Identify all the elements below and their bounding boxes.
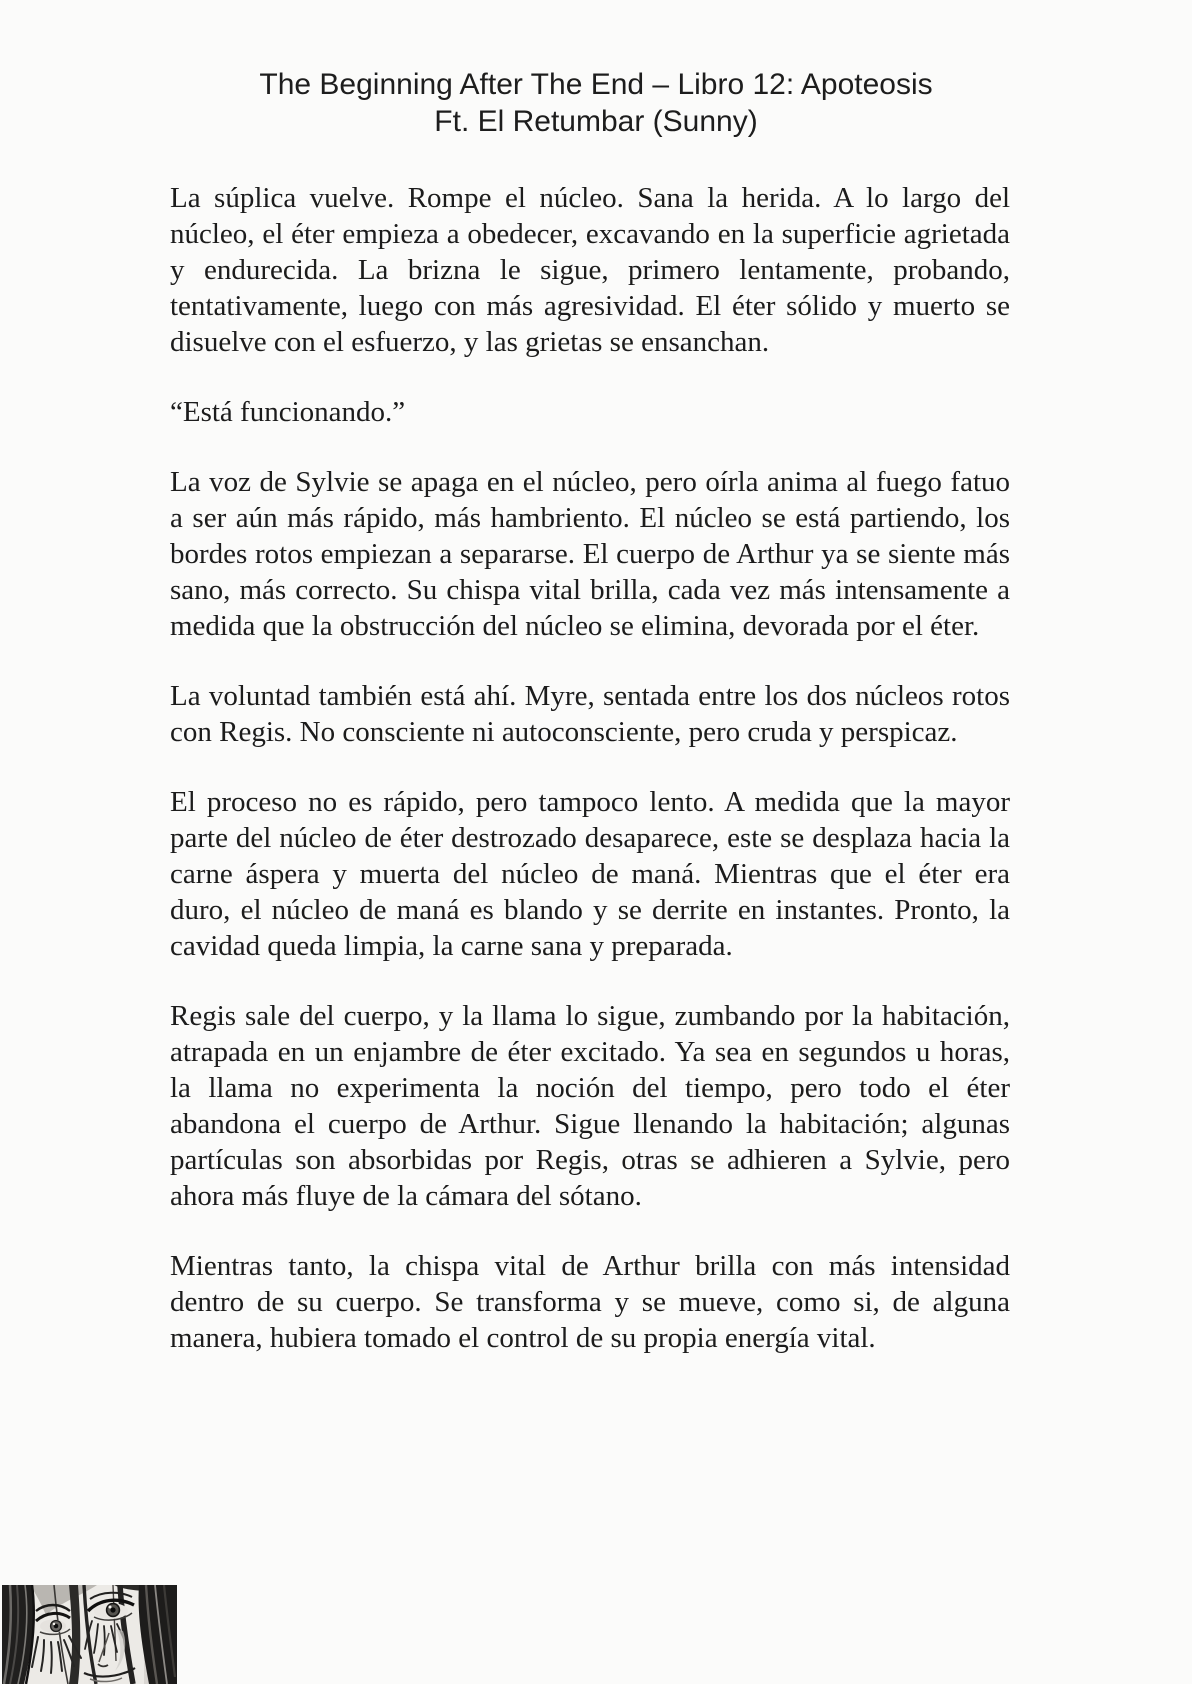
paragraph: La voz de Sylvie se apaga en el núcleo, pero oírla anima al fuego fatuo a ser aún más rápido, más hambriento. El núcleo se está partiendo, los bordes rotos empiezan a separarse. El cuerpo de Arthur ya se siente más sano, más correcto. Su chispa vital brilla, cada vez más intensamente a medida que la obstrucción del núcleo se elimina, devorada por el éter. [170,466,1010,642]
document-header [0,66,1192,140]
manga-face-illustration [2,1585,177,1684]
manga-face-drawing [2,1585,177,1684]
document-subtitle: Ft. El Retumbar (Sunny) [434,105,758,138]
paragraph: Regis sale del cuerpo, y la llama lo sigue, zumbando por la habitación, atrapada en un enjambre de éter excitado. Ya sea en segundos u horas, la llama no experimenta la noción del tiempo, pero todo el éter abandona el cuerpo de Arthur. Sigue llenando la habitación; algunas partículas son absorbidas por Regis, otras se adhieren a Sylvie, pero ahora más fluye de la cámara del sótano. [170,1000,1010,1212]
paragraph: La súplica vuelve. Rompe el núcleo. Sana la herida. A lo largo del núcleo, el éter empieza a obedecer, excavando en la superficie agrietada y endurecida. La brizna le sigue, primero lentamente, probando, tentativamente, luego con más agresividad. El éter sólido y muerto se disuelve con el esfuerzo, y las grietas se ensanchan. [170,182,1010,358]
document-body [170,180,1010,1356]
paragraph: El proceso no es rápido, pero tampoco lento. A medida que la mayor parte del núcleo de éter destrozado desaparece, este se desplaza hacia la carne áspera y muerta del núcleo de maná. Mientras que el éter era duro, el núcleo de maná es blando y se derrite en instantes. Pronto, la cavidad queda limpia, la carne sana y preparada. [170,786,1010,962]
paragraph: Mientras tanto, la chispa vital de Arthur brilla con más intensidad dentro de su cuerpo. Se transforma y se mueve, como si, de alguna manera, hubiera tomado el control de su propia energía vital. [170,1250,1010,1354]
paragraph: La voluntad también está ahí. Myre, sentada entre los dos núcleos rotos con Regis. No consciente ni autoconsciente, pero cruda y perspicaz. [170,680,1010,748]
paragraph: “Está funcionando.” [170,396,406,428]
document-title: The Beginning After The End – Libro 12: Apoteosis [259,68,933,101]
